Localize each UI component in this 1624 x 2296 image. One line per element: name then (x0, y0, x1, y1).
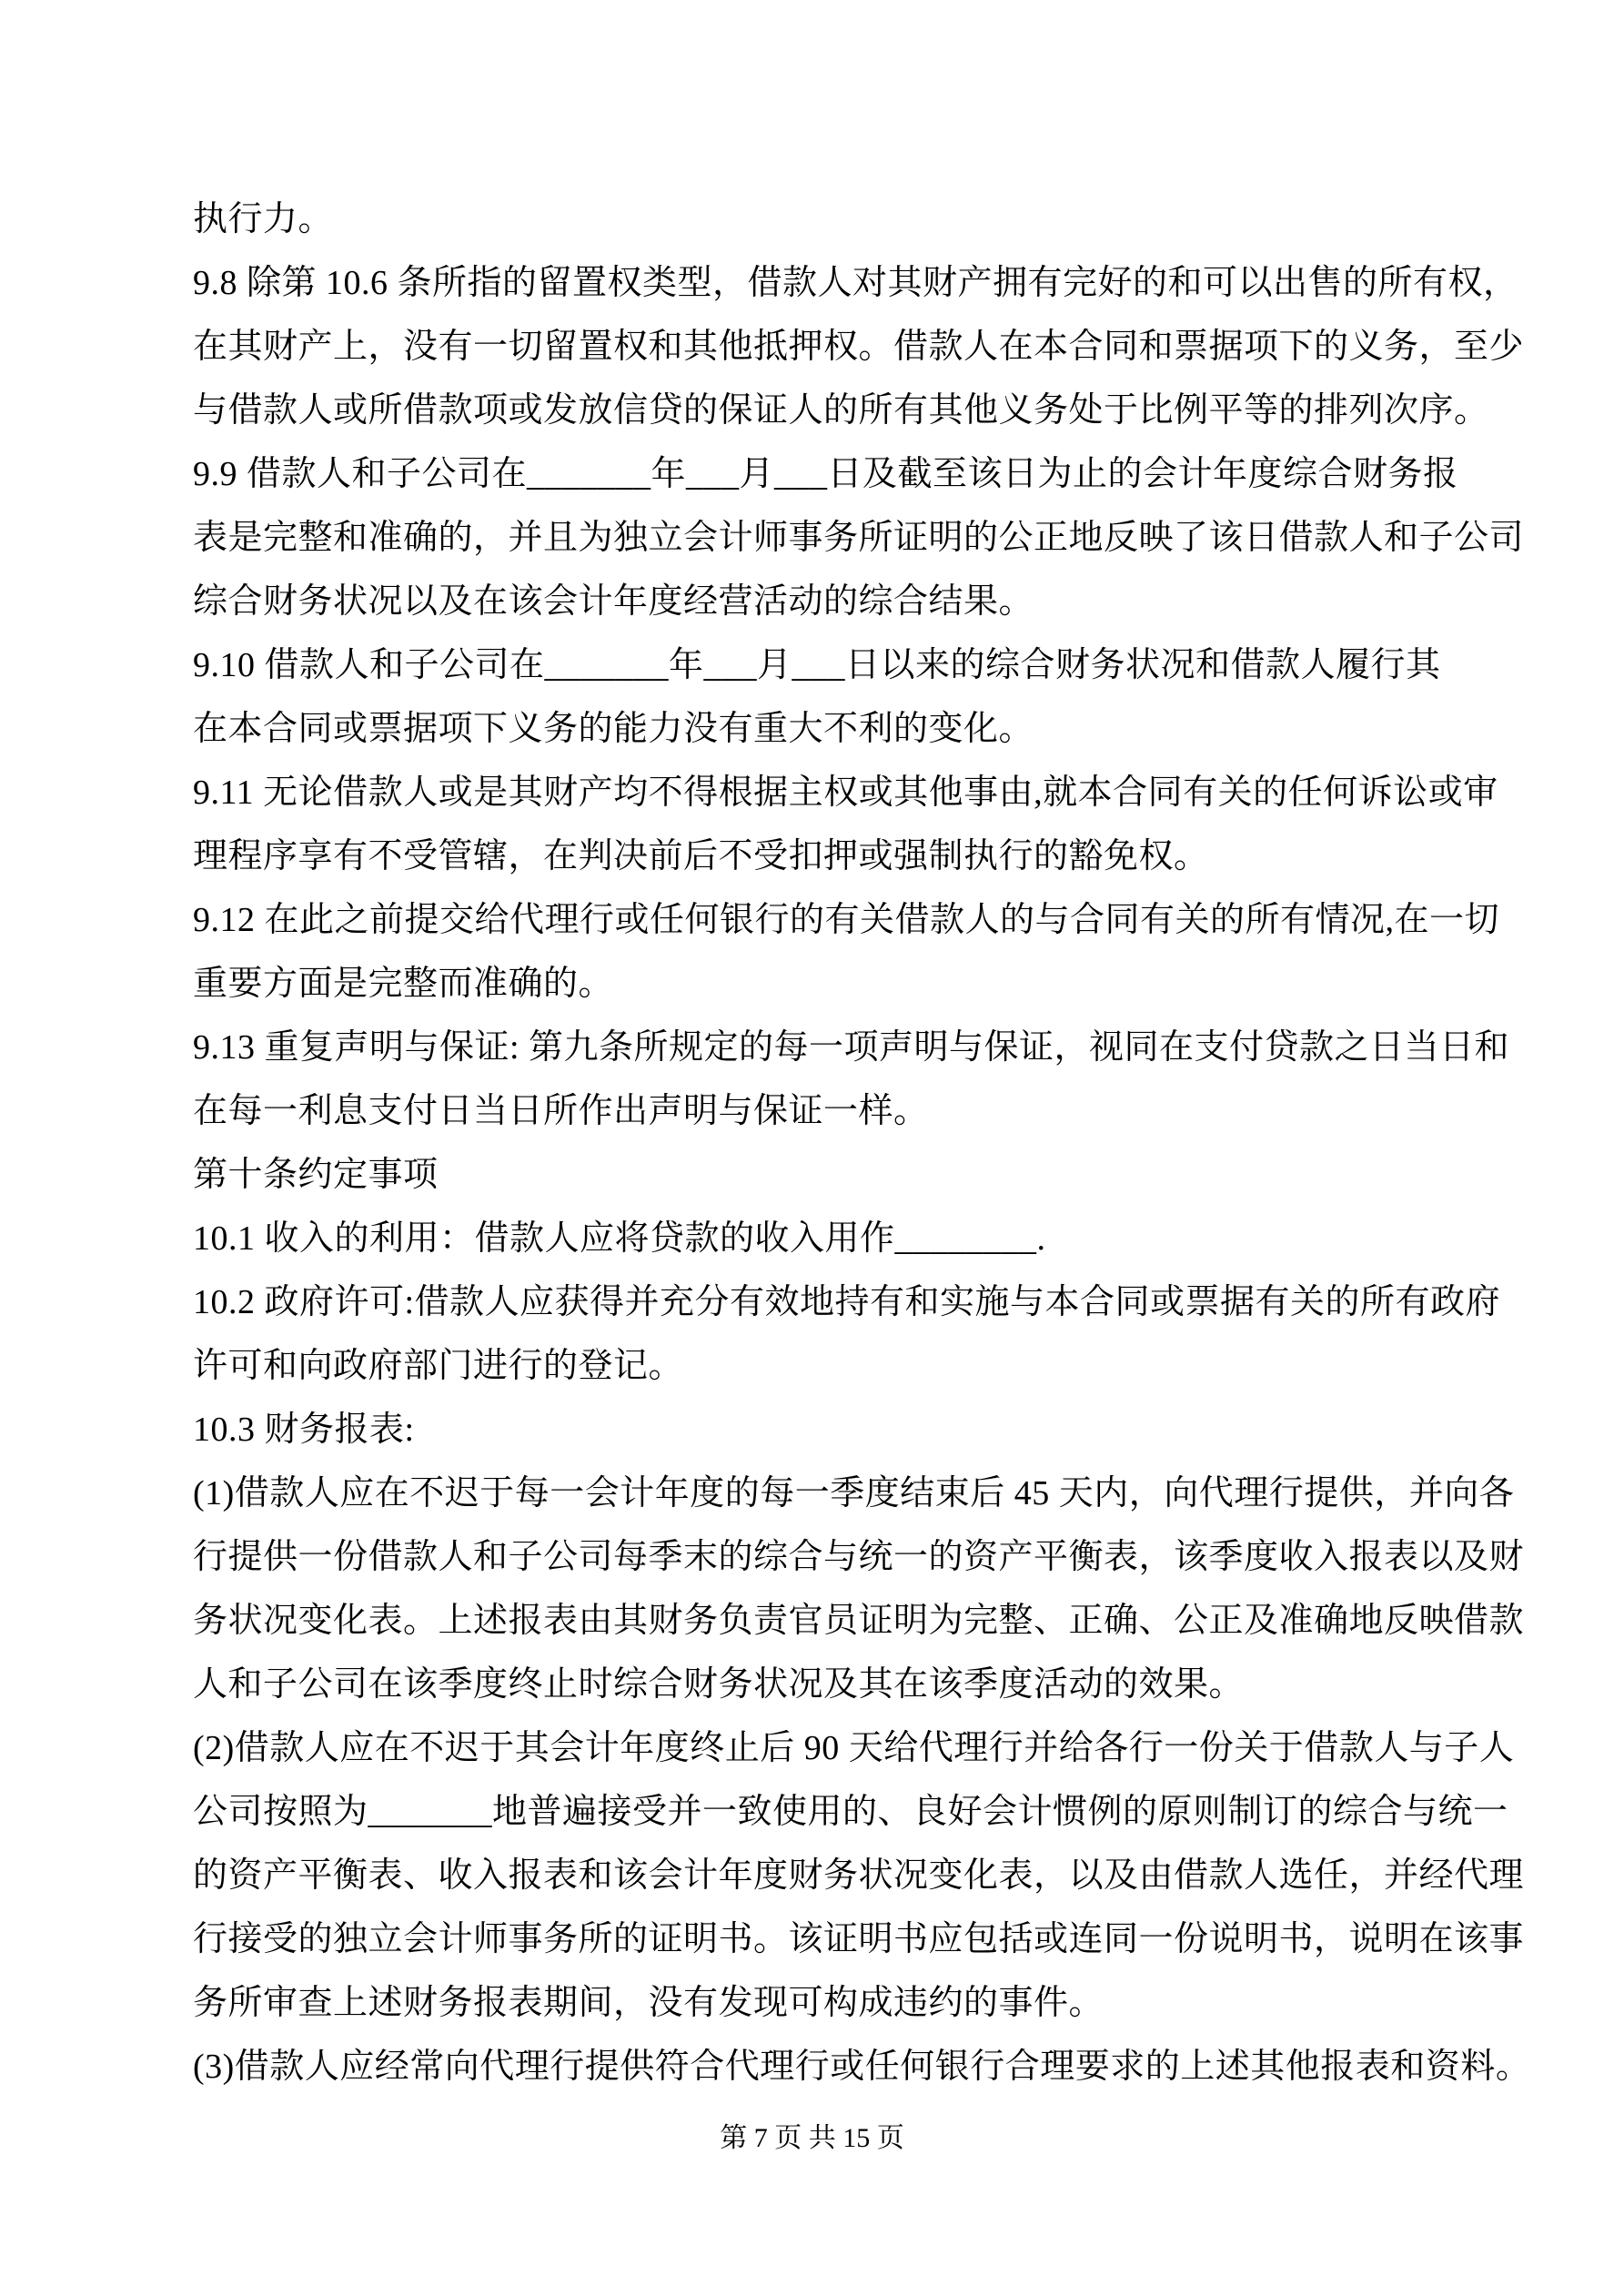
paragraph-clause-9-13 (193, 1016, 1569, 1143)
text-line: 表是完整和准确的，并且为独立会计师事务所证明的公正地反映了该日借款人和子公司 (193, 519, 1525, 557)
text-line: 10.1 收入的利用：借款人应将贷款的收入用作________. (193, 1219, 1046, 1258)
text-line: 9.8 除第 10.6 条所指的留置权类型，借款人对其财产拥有完好的和可以出售的所有权， (193, 264, 1518, 302)
page-number-footer: 第 7 页 共 15 页 (720, 2123, 904, 2153)
paragraph-clause-10-3-item-3 (193, 2035, 1569, 2099)
paragraph-clause-9-8 (193, 251, 1569, 442)
text-line: 重要方面是完整而准确的。 (193, 965, 614, 1003)
text-line: (1)借款人应在不迟于每一会计年度的每一季度结束后 45 天内，向代理行提供，并向各 (193, 1474, 1515, 1512)
paragraph-clause-10-3 (193, 1398, 1569, 1462)
paragraph-clause-10-1 (193, 1207, 1569, 1270)
text-line: 行接受的独立会计师事务所的证明书。该证明书应包括或连同一份说明书，说明在该事 (193, 1920, 1525, 1958)
text-line: 人和子公司在该季度终止时综合财务状况及其在该季度活动的效果。 (193, 1665, 1245, 1704)
text-line: 务状况变化表。上述报表由其财务负责官员证明为完整、正确、公正及准确地反映借款 (193, 1602, 1525, 1640)
contract-body (193, 187, 1569, 2099)
text-line: 许可和向政府部门进行的登记。 (193, 1347, 684, 1385)
paragraph-clause-10-3-item-2 (193, 1716, 1569, 2035)
text-line: 公司按照为_______地普遍接受并一致使用的、良好会计惯例的原则制订的综合与统一 (193, 1793, 1508, 1831)
paragraph-clause-10-3-item-1 (193, 1462, 1569, 1716)
text-line: 9.9 借款人和子公司在_______年___月___日及截至该日为止的会计年度综合财务报 (193, 455, 1458, 493)
paragraph-clause-9-11 (193, 761, 1569, 888)
text-line: 10.2 政府许可:借款人应获得并充分有效地持有和实施与本合同或票据有关的所有政府 (193, 1283, 1501, 1321)
text-line: 的资产平衡表、收入报表和该会计年度财务状况变化表，以及由借款人选任，并经代理 (193, 1856, 1525, 1895)
text-line: 9.13 重复声明与保证: 第九条所规定的每一项声明与保证，视同在支付贷款之日当日和 (193, 1028, 1510, 1067)
text-line: 9.12 在此之前提交给代理行或任何银行的有关借款人的与合同有关的所有情况,在一切 (193, 901, 1500, 939)
paragraph-clause-9-12 (193, 888, 1569, 1016)
paragraph-clause-9-7-tail (193, 187, 1569, 251)
text-line: 与借款人或所借款项或发放信贷的保证人的所有其他义务处于比例平等的排列次序。 (193, 391, 1489, 430)
paragraph-clause-9-9 (193, 442, 1569, 633)
text-line: (3)借款人应经常向代理行提供符合代理行或任何银行合理要求的上述其他报表和资料。 (193, 2048, 1531, 2086)
text-line: 务所审查上述财务报表期间，没有发现可构成违约的事件。 (193, 1984, 1105, 2022)
paragraph-clause-9-10 (193, 633, 1569, 761)
text-line: 9.10 借款人和子公司在_______年___月___日以来的综合财务状况和借款人履行其 (193, 646, 1441, 684)
text-line: (2)借款人应在不迟于其会计年度终止后 90 天给代理行并给各行一份关于借款人与子人 (193, 1729, 1515, 1767)
text-line: 综合财务状况以及在该会计年度经营活动的综合结果。 (193, 582, 1034, 621)
text-line: 在其财产上，没有一切留置权和其他抵押权。借款人在本合同和票据项下的义务，至少 (193, 328, 1525, 366)
article-heading: 第十条约定事项 (193, 1156, 439, 1194)
paragraph-article-10-heading (193, 1143, 1569, 1207)
text-line: 在每一利息支付日当日所作出声明与保证一样。 (193, 1092, 929, 1130)
text-line: 理程序享有不受管辖，在判决前后不受扣押或强制执行的豁免权。 (193, 837, 1209, 875)
text-line: 9.11 无论借款人或是其财产均不得根据主权或其他事由,就本合同有关的任何诉讼或审 (193, 774, 1498, 812)
text-line: 执行力。 (193, 200, 334, 238)
text-line: 10.3 财务报表: (193, 1411, 415, 1449)
text-line: 在本合同或票据项下义务的能力没有重大不利的变化。 (193, 710, 1034, 748)
paragraph-clause-10-2 (193, 1270, 1569, 1398)
text-line: 行提供一份借款人和子公司每季末的综合与统一的资产平衡表，该季度收入报表以及财 (193, 1538, 1525, 1576)
